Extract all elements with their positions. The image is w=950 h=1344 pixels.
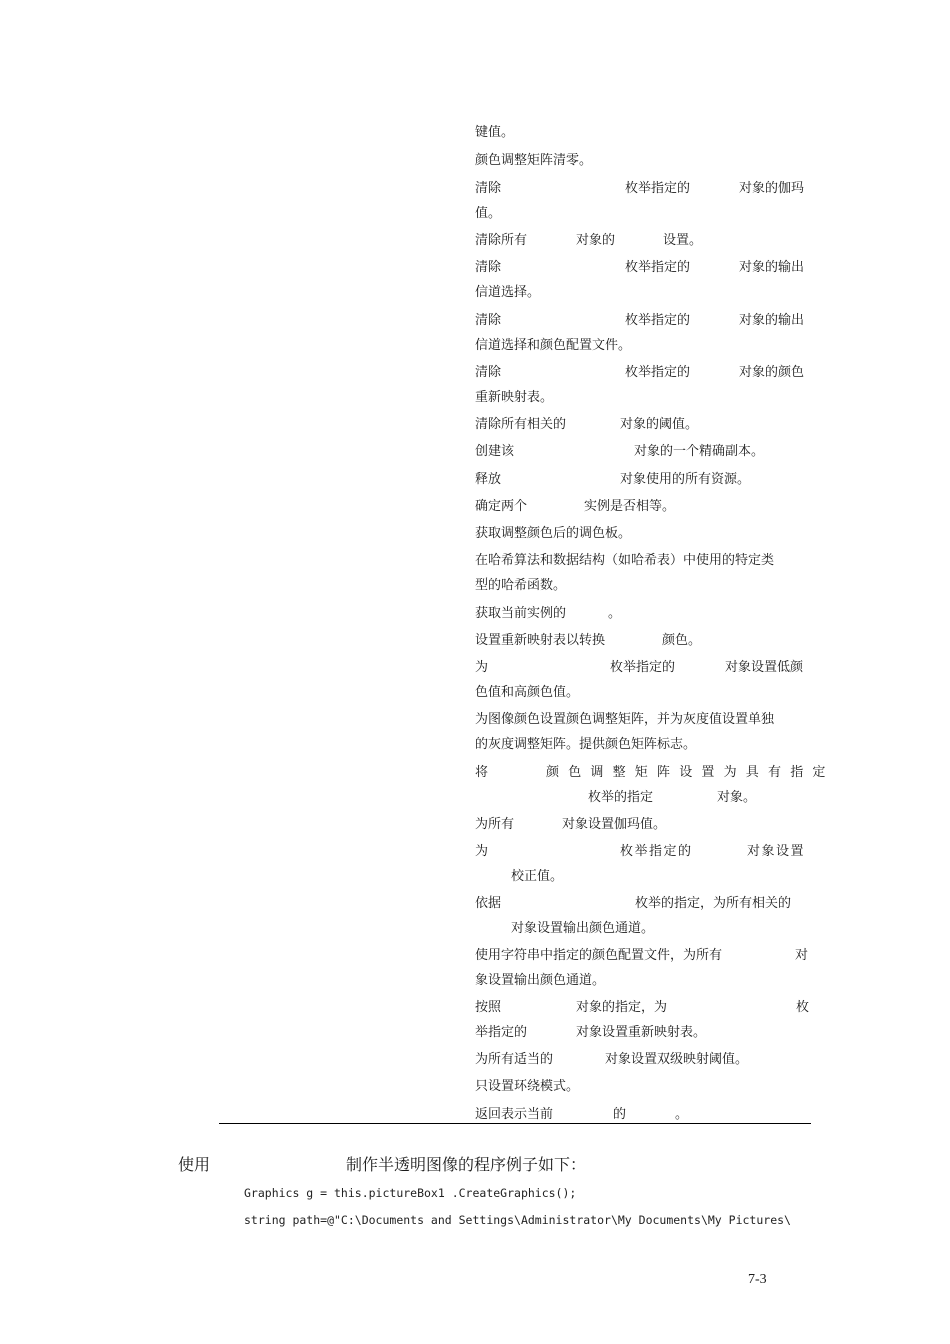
method-description	[475, 1074, 811, 1100]
method-description	[475, 760, 835, 812]
desc-text: 使用字符串中指定的颜色配置文件，为所有	[475, 948, 723, 963]
desc-text: 获取当前实例的	[475, 606, 567, 621]
desc-text: 对象的阈值。	[620, 417, 699, 432]
desc-text: 信道选择。	[475, 285, 541, 300]
desc-text: 获取调整颜色后的调色板。	[475, 526, 632, 541]
desc-text: 在哈希算法和数据结构（如哈希表）中使用的特定类	[475, 553, 775, 568]
desc-text: 对象的伽玛	[739, 181, 805, 196]
desc-text: 象设置输出颜色通道。	[475, 973, 606, 988]
method-description	[475, 839, 811, 891]
desc-text: 为图像颜色设置颜色调整矩阵，并为灰度值设置单独	[475, 712, 775, 727]
desc-text: 清除所有	[475, 233, 528, 248]
desc-text: 清除	[475, 313, 502, 328]
method-description	[475, 255, 811, 307]
desc-text: 按照	[475, 1000, 502, 1015]
desc-text: 对	[795, 948, 809, 963]
desc-text: 清除	[475, 260, 502, 275]
desc-text: 对象设置低颜	[725, 660, 804, 675]
desc-text: 颜色调整矩阵清零。	[475, 153, 593, 168]
intro-right-text: 制作半透明图像的程序例子如下：	[346, 1155, 587, 1174]
desc-text: 枚举指定的	[625, 365, 691, 380]
desc-text: 枚	[796, 1000, 810, 1015]
desc-text: 对象的输出	[739, 260, 805, 275]
desc-text: 将	[475, 765, 489, 780]
desc-text: 对象的指定，为	[576, 1000, 668, 1015]
desc-text: 信道选择和颜色配置文件。	[475, 338, 632, 353]
desc-text: 对象的一个精确副本。	[634, 444, 765, 459]
desc-text: 对象的输出	[739, 313, 805, 328]
desc-text: 对象设置重新映射表。	[576, 1025, 707, 1040]
desc-text: 对象设置伽玛值。	[562, 817, 667, 832]
method-description	[475, 548, 811, 600]
desc-text: 实例是否相等。	[584, 499, 676, 514]
method-description	[475, 995, 811, 1047]
method-description	[475, 148, 811, 174]
desc-text: 枚举指定的	[625, 181, 691, 196]
method-description	[475, 891, 811, 943]
desc-text: 设置。	[663, 233, 703, 248]
method-description	[475, 176, 811, 228]
desc-text: 。	[675, 1107, 689, 1122]
desc-text: 对象设置输出颜色通道。	[511, 921, 655, 936]
desc-text: 清除	[475, 365, 502, 380]
desc-text: 对象设置	[747, 844, 806, 859]
code-line: string path=@"C:\Documents and Settings\Administrator\My Documents\My Pictures\	[244, 1213, 791, 1227]
desc-text: 色值和高颜色值。	[475, 685, 580, 700]
desc-text: 确定两个	[475, 499, 528, 514]
desc-text: 清除	[475, 181, 502, 196]
desc-text: 为所有适当的	[475, 1052, 554, 1067]
desc-text: 枚举指定的	[625, 260, 691, 275]
method-description	[475, 655, 811, 707]
desc-text: 为	[475, 844, 489, 859]
desc-text: 只设置环绕模式。	[475, 1079, 580, 1094]
desc-text: 对象。	[717, 790, 757, 805]
method-description	[475, 943, 811, 995]
desc-text: 创建该	[475, 444, 515, 459]
method-description	[475, 308, 811, 360]
desc-text: 为所有	[475, 817, 515, 832]
desc-text: 。	[608, 606, 622, 621]
desc-text: 依据	[475, 896, 502, 911]
desc-text: 枚举的指定	[588, 790, 654, 805]
desc-text: 的灰度调整矩阵。提供颜色矩阵标志。	[475, 737, 697, 752]
desc-text: 设置重新映射表以转换	[475, 633, 606, 648]
desc-text: 值。	[475, 206, 502, 221]
desc-text: 键值。	[475, 125, 515, 140]
desc-text: 校正值。	[511, 869, 564, 884]
desc-text: 举指定的	[475, 1025, 528, 1040]
desc-text: 枚举的指定，为所有相关的	[635, 896, 792, 911]
code-line: Graphics g = this.pictureBox1 .CreateGraphics();	[244, 1186, 577, 1200]
desc-text: 的	[613, 1107, 627, 1122]
desc-text: 颜色调整矩阵设置为具有指定	[546, 765, 835, 780]
method-description	[475, 120, 811, 146]
desc-text: 重新映射表。	[475, 390, 554, 405]
method-description	[475, 360, 811, 412]
desc-text: 对象使用的所有资源。	[620, 472, 751, 487]
desc-text: 型的哈希函数。	[475, 578, 567, 593]
intro-left-text: 使用	[178, 1155, 211, 1174]
desc-text: 对象设置双级映射阈值。	[605, 1052, 749, 1067]
page-number: 7-3	[748, 1272, 767, 1287]
desc-text: 对象的	[576, 233, 616, 248]
method-description	[475, 521, 811, 547]
desc-text: 枚举指定的	[620, 844, 693, 859]
desc-text: 颜色。	[662, 633, 702, 648]
desc-text: 对象的颜色	[739, 365, 805, 380]
table-bottom-rule	[219, 1123, 811, 1124]
desc-text: 清除所有相关的	[475, 417, 567, 432]
desc-text: 枚举指定的	[625, 313, 691, 328]
method-description	[475, 707, 811, 759]
desc-text: 为	[475, 660, 489, 675]
desc-text: 返回表示当前	[475, 1107, 554, 1122]
desc-text: 枚举指定的	[610, 660, 676, 675]
desc-text: 释放	[475, 472, 502, 487]
